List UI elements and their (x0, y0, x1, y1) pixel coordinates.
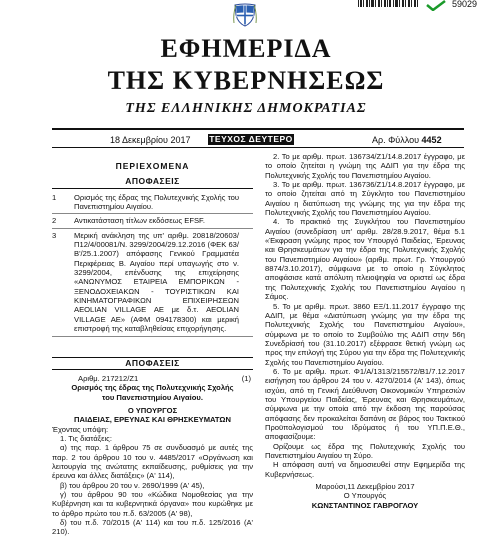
recital-paragraph: 2. Το με αριθμ. πρωτ. 136734/Ζ1/14.8.2017 έγγραφο, με το οποίο ζητείται η γνώμη της ΑΔΙΠ για την έδρα της Πολυτεχνικής Σχολής του Πανεπιστημίου Αιγαίου. (265, 152, 465, 180)
toc-item-text: Μερική ανάκληση της υπ' αριθμ. 20818/20603/Π12/4/00081/Ν. 3299/2004/29.12.2016 (ΦΕΚ 63/Β'/25.1.2007) απόφασης Γενικού Γραμματέα Περιφέρειας Β. Αιγαίου περί υπαγωγής στο ν. 3299/2004, επένδυσης της επιχείρησης «ΑΝΩΝΥΜΟΣ ΕΤΑΙΡΕΙΑ ΕΜΠΟΡΙΚΩΝ - ΞΕΝΟΔΟΧΕΙΑΚΩΝ - ΤΟΥΡΙΣΤΙΚΩΝ ΚΑΙ ΚΙΝΗΜΑΤΟΓΡΑΦΙΚΩΝ ΕΠΙΧΕΙΡΗΣΕΩΝ AEOLIAN VILLAGE ΑΕ με δ.τ. AEOLIAN VILLAGE AE» (ΑΦΜ 094178300) και μερική επιστροφή της καταβληθείσας επιχορήγησης. (74, 230, 239, 334)
provisions-intro: 1. Τις διατάξεις: (60, 433, 112, 443)
gazette-subtitle: ΤΗΣ ΕΛΛΗΝΙΚΗΣ ΔΗΜΟΚΡΑΤΙΑΣ (125, 101, 367, 116)
toc-item-page (239, 216, 253, 225)
provision-paragraph: α) της παρ. 1 άρθρου 75 σε συνδυασμό με αυτές της παρ. 2 του άρθρου 10 του ν. 4485/2017 «Οργάνωση και λειτουργία της ανώτατης εκπαίδευσης, ρυθμίσεις για την έρευνα και άλλες διατάξεις» (Α' 114), (52, 443, 253, 481)
issue-type-badge: ΤΕΥΧΟΣ ΔΕΥΤΕΡΟ (209, 134, 293, 144)
toc-title: ΠΕΡΙΕΧΟΜΕΝΑ (115, 161, 190, 171)
recital-paragraph: 3. Το με αριθμ. πρωτ. 136736/Ζ1/14.8.2017 έγγραφο, με το οποίο ζητείται από τη Σύγκλητο του Πανεπιστημίου Αιγαίου η διατύπωση της γνώμης της για την έδρα της Πολυτεχνικής Σχολής του Πανεπιστημίου Αιγαίου. (265, 180, 465, 218)
provision-paragraph: γ) του άρθρου 90 του «Κώδικα Νομοθεσίας για την Κυβέρνηση και τα κυβερνητικά όργανα» που κυρώθηκε με το άρθρο πρώτο του π.δ. 63/2005 (Α' 98), (52, 489, 253, 518)
recital-paragraph: 5. Το με αριθμ. πρωτ. 3860 ΕΞ/1.11.2017 έγγραφο της ΑΔΙΠ, με θέμα «Διατύπωση γνώμης για την έδρα της Πολυτεχνικής Σχολής του Πανεπιστημίου Αιγαίου», σύμφωνα με το οποίο το Συμβούλιο της ΑΔΙΠ στην 56η Συνεδρίασή του (31.10.2017) εξέφρασε θετική γνώμη ως προς την επιλογή της Σύρου για την έδρα της Πολυτεχνικής Σχολής του Πανεπιστημίου Αιγαίου. (265, 301, 465, 367)
right-column (265, 152, 465, 510)
barcode-graphic (358, 0, 418, 7)
toc-item-number: 2 (52, 216, 57, 226)
document-code: 59029 (452, 0, 478, 9)
decision-number-row (52, 374, 253, 383)
publication-order: Η απόφαση αυτή να δημοσιευθεί στην Εφημερίδα της Κυβερνήσεως. (265, 460, 465, 479)
header-rule-top (52, 128, 464, 130)
toc-item-page (239, 231, 253, 334)
toc-item (52, 229, 253, 337)
decision-number: Αριθμ. 217212/Ζ1 (78, 373, 139, 383)
toc-item-text: Αντικατάσταση τίτλων εκδόσεως EFSF. (74, 216, 205, 226)
signature-place-date: Μαρούσι,11 Δεκεμβρίου 2017 (315, 482, 415, 492)
toc-item-number: 3 (52, 230, 57, 240)
gazette-title-line2: ΤΗΣ ΚΥΒΕΡΝΗΣΕΩΣ (107, 66, 385, 95)
signature-role: Ο Υπουργός (343, 491, 387, 501)
recital-paragraph: 4. Το πρακτικό της Συγκλήτου του Πανεπιστημίου Αιγαίου (συνεδρίαση υπ' αριθμ. 28/28.9.2017, θέμα 5.1 «Έκφραση γνώμης προς τον Υπουργό Παιδείας, Έρευνας και Θρησκευμάτων για την έδρα της Πολυτεχνικής Σχολής του Πανεπιστημίου Αιγαίου» (αριθμ. πρωτ. Γρ. Υπουργού 8874/3.10.2017), σύμφωνα με το οποίο η Σύγκλητος αποφάσισε κατά απόλυτη πλειοψηφία να οριστεί ως έδρα της Πολυτεχνικής Σχολής του Πανεπιστημίου Αιγαίου η Σάμος. (265, 217, 465, 302)
gazette-title: ΕΦΗΜΕΡΙΔΑ (160, 34, 332, 63)
decision-subject: Ορισμός της έδρας της Πολυτεχνικής Σχολής του Πανεπιστημίου Αιγαίου. (71, 383, 234, 402)
provision-paragraph: β) του άρθρου 20 του ν. 2690/1999 (Α' 45), (60, 480, 205, 490)
issue-sheet-number: Αρ. Φύλλου 4452 (372, 135, 442, 145)
toc-item-number: 1 (52, 192, 57, 202)
decision-operative-text: Ορίζουμε ως έδρα της Πολυτεχνικής Σχολής του Πανεπιστημίου Αιγαίου τη Σύρο. (265, 441, 465, 460)
authority-title: Ο ΥΠΟΥΡΓΟΣ (127, 405, 178, 415)
checkmark-logo-icon (426, 0, 446, 11)
toc-item (52, 214, 253, 228)
toc-item-page (239, 193, 253, 212)
toc-section-title: ΑΠΟΦΑΣΕΙΣ (52, 177, 253, 188)
header-rule-bottom (52, 147, 464, 148)
recital-paragraph: 6. Το με αριθμ. πρωτ. Φ1/Α/1313/215572/Β1/7.12.2017 εισήγηση του άρθρου 24 του ν. 4270/2014 (Α' 143), όπως ισχύει, από τη Γενική Διεύθυνση Οικονομικών Υπηρεσιών του Υπουργείου Παιδείας, Έρευνας και Θρησκευμάτων, σύμφωνα με την οποία από την έκδοση της παρούσας απόφασης δεν προκαλείται δαπάνη σε βάρος του Τακτικού Προϋπολογισμού του Ιδρύματος ή του ΥΠ.Π.Ε.Θ., αποφασίζουμε: (265, 366, 465, 442)
decisions-section-title: ΑΠΟΦΑΣΕΙΣ (52, 357, 253, 370)
signature-name: ΚΩΝΣΤΑΝΤΙΝΟΣ ΓΑΒΡΟΓΛΟΥ (311, 500, 419, 510)
greek-coat-of-arms-icon (232, 1, 258, 27)
left-column (52, 152, 253, 537)
having-regard-label: Έχοντας υπόψη: (52, 424, 109, 434)
authority-ministry: ΠΑΙΔΕΙΑΣ, ΕΡΕΥΝΑΣ ΚΑΙ ΘΡΗΣΚΕΥΜΑΤΩΝ (74, 415, 231, 425)
issue-date: 18 Δεκεμβρίου 2017 (110, 135, 191, 145)
toc-item (52, 191, 253, 215)
provision-paragraph: δ) του π.δ. 70/2015 (Α' 114) και του π.δ. 125/2016 (Α' 210). (52, 518, 253, 537)
decision-index: (1) (241, 373, 251, 383)
toc-item-text: Ορισμός της έδρας της Πολυτεχνικής Σχολής του Πανεπιστημίου Αιγαίου. (74, 192, 239, 212)
